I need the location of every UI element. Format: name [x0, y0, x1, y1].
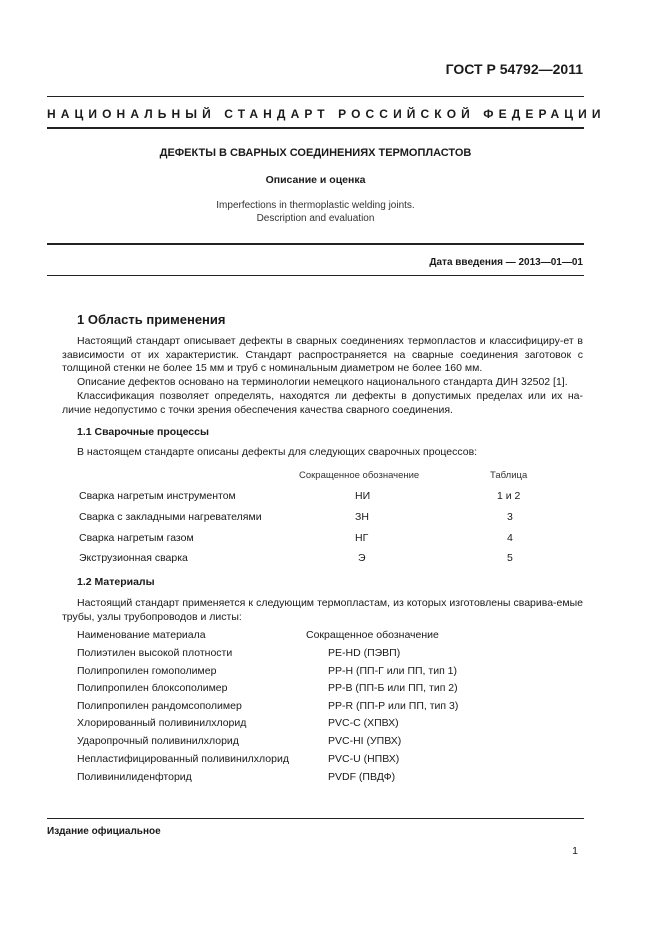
welding-process-table-ref: 3 — [507, 511, 513, 523]
material-name: Полипропилен рандомсополимер — [77, 700, 242, 712]
material-name: Ударопрочный поливинилхлорид — [77, 735, 239, 747]
welding-process-name: Сварка с закладными нагревателями — [79, 511, 262, 523]
material-abbr: PVC-HI (УПВХ) — [328, 735, 402, 747]
footer-rule — [47, 818, 584, 819]
section-heading-welding-processes: 1.1 Сварочные процессы — [77, 426, 209, 438]
material-abbr: PVC-U (НПВХ) — [328, 753, 400, 765]
welding-process-name: Сварка нагретым инструментом — [79, 490, 236, 502]
scope-paragraph-3: Классификация позволяет определять, находятся ли дефекты в допустимых пределах или их на-личие недопустимо с точки зрения обеспечения качества сварного соединения. — [62, 390, 583, 416]
section-heading-scope: 1 Область применения — [77, 312, 226, 327]
scope-paragraph-2: Описание дефектов основано на терминологии немецкого национального стандарта ДИН 32502 [1]. — [77, 376, 568, 388]
official-edition-note: Издание официальное — [47, 826, 161, 837]
national-standard-banner: НАЦИОНАЛЬНЫЙ СТАНДАРТ РОССИЙСКОЙ ФЕДЕРАЦИИ — [47, 107, 606, 121]
material-name: Хлорированный поливинилхлорид — [77, 717, 247, 729]
material-name: Полиэтилен высокой плотности — [77, 647, 233, 659]
document-subtitle: Описание и оценка — [265, 174, 366, 186]
materials-col-abbr-header: Сокращенное обозначение — [306, 629, 439, 641]
welding-col-abbr-header: Сокращенное обозначение — [299, 470, 420, 481]
material-name: Непластифицированный поливинилхлорид — [77, 753, 289, 765]
material-abbr: PP-B (ПП-Б или ПП, тип 2) — [328, 682, 458, 694]
materials-intro: Настоящий стандарт применяется к следующим термопластам, из которых изготовлены сварива-емые трубы, узлы трубопроводов и листы: — [62, 597, 583, 623]
welding-process-name: Экструзионная сварка — [79, 552, 188, 564]
welding-process-table-ref: 5 — [507, 552, 513, 564]
page-number: 1 — [572, 845, 578, 857]
introduction-date: Дата введения — 2013—01—01 — [429, 257, 583, 268]
material-abbr: PVDF (ПВДФ) — [328, 771, 396, 783]
material-abbr: PP-R (ПП-Р или ПП, тип 3) — [328, 700, 459, 712]
english-title-line1: Imperfections in thermoplastic welding joints. — [216, 200, 415, 211]
scope-paragraph-1: Настоящий стандарт описывает дефекты в сварных соединениях термопластов и классифициру-ет в зависимости от их характеристик. Стандарт распространяется на сварные соединения заготовок с толщиной стенки не более 15 мм и труб с номинальным диаметром не более 160 мм. — [62, 335, 583, 375]
welding-process-table-ref: 4 — [507, 532, 513, 544]
material-name: Полипропилен блоксополимер — [77, 682, 228, 694]
material-abbr: PP-H (ПП-Г или ПП, тип 1) — [328, 665, 458, 677]
document-title: ДЕФЕКТЫ В СВАРНЫХ СОЕДИНЕНИЯХ ТЕРМОПЛАСТОВ — [159, 147, 472, 159]
welding-process-abbr: НИ — [355, 490, 371, 502]
document-number: ГОСТ Р 54792—2011 — [445, 61, 583, 77]
material-abbr: PE-HD (ПЭВП) — [328, 647, 401, 659]
english-title-line2: Description and evaluation — [256, 213, 375, 224]
welding-process-abbr: Э — [358, 552, 366, 564]
welding-process-name: Сварка нагретым газом — [79, 532, 194, 544]
material-name: Полипропилен гомополимер — [77, 665, 217, 677]
material-name: Поливинилиденфторид — [77, 771, 192, 783]
welding-col-table-header: Таблица — [490, 470, 528, 481]
title-rule — [47, 243, 584, 245]
date-rule — [47, 275, 584, 276]
welding-process-table-ref: 1 и 2 — [497, 490, 521, 502]
header-rule-top — [47, 96, 584, 97]
welding-process-abbr: НГ — [355, 532, 369, 544]
material-abbr: PVC-C (ХПВХ) — [328, 717, 399, 729]
welding-process-abbr: ЗН — [355, 511, 369, 523]
section-heading-materials: 1.2 Материалы — [77, 576, 155, 588]
welding-processes-intro: В настоящем стандарте описаны дефекты для следующих сварочных процессов: — [77, 446, 478, 458]
materials-col-name-header: Наименование материала — [77, 629, 206, 641]
header-rule-bottom — [47, 127, 584, 129]
